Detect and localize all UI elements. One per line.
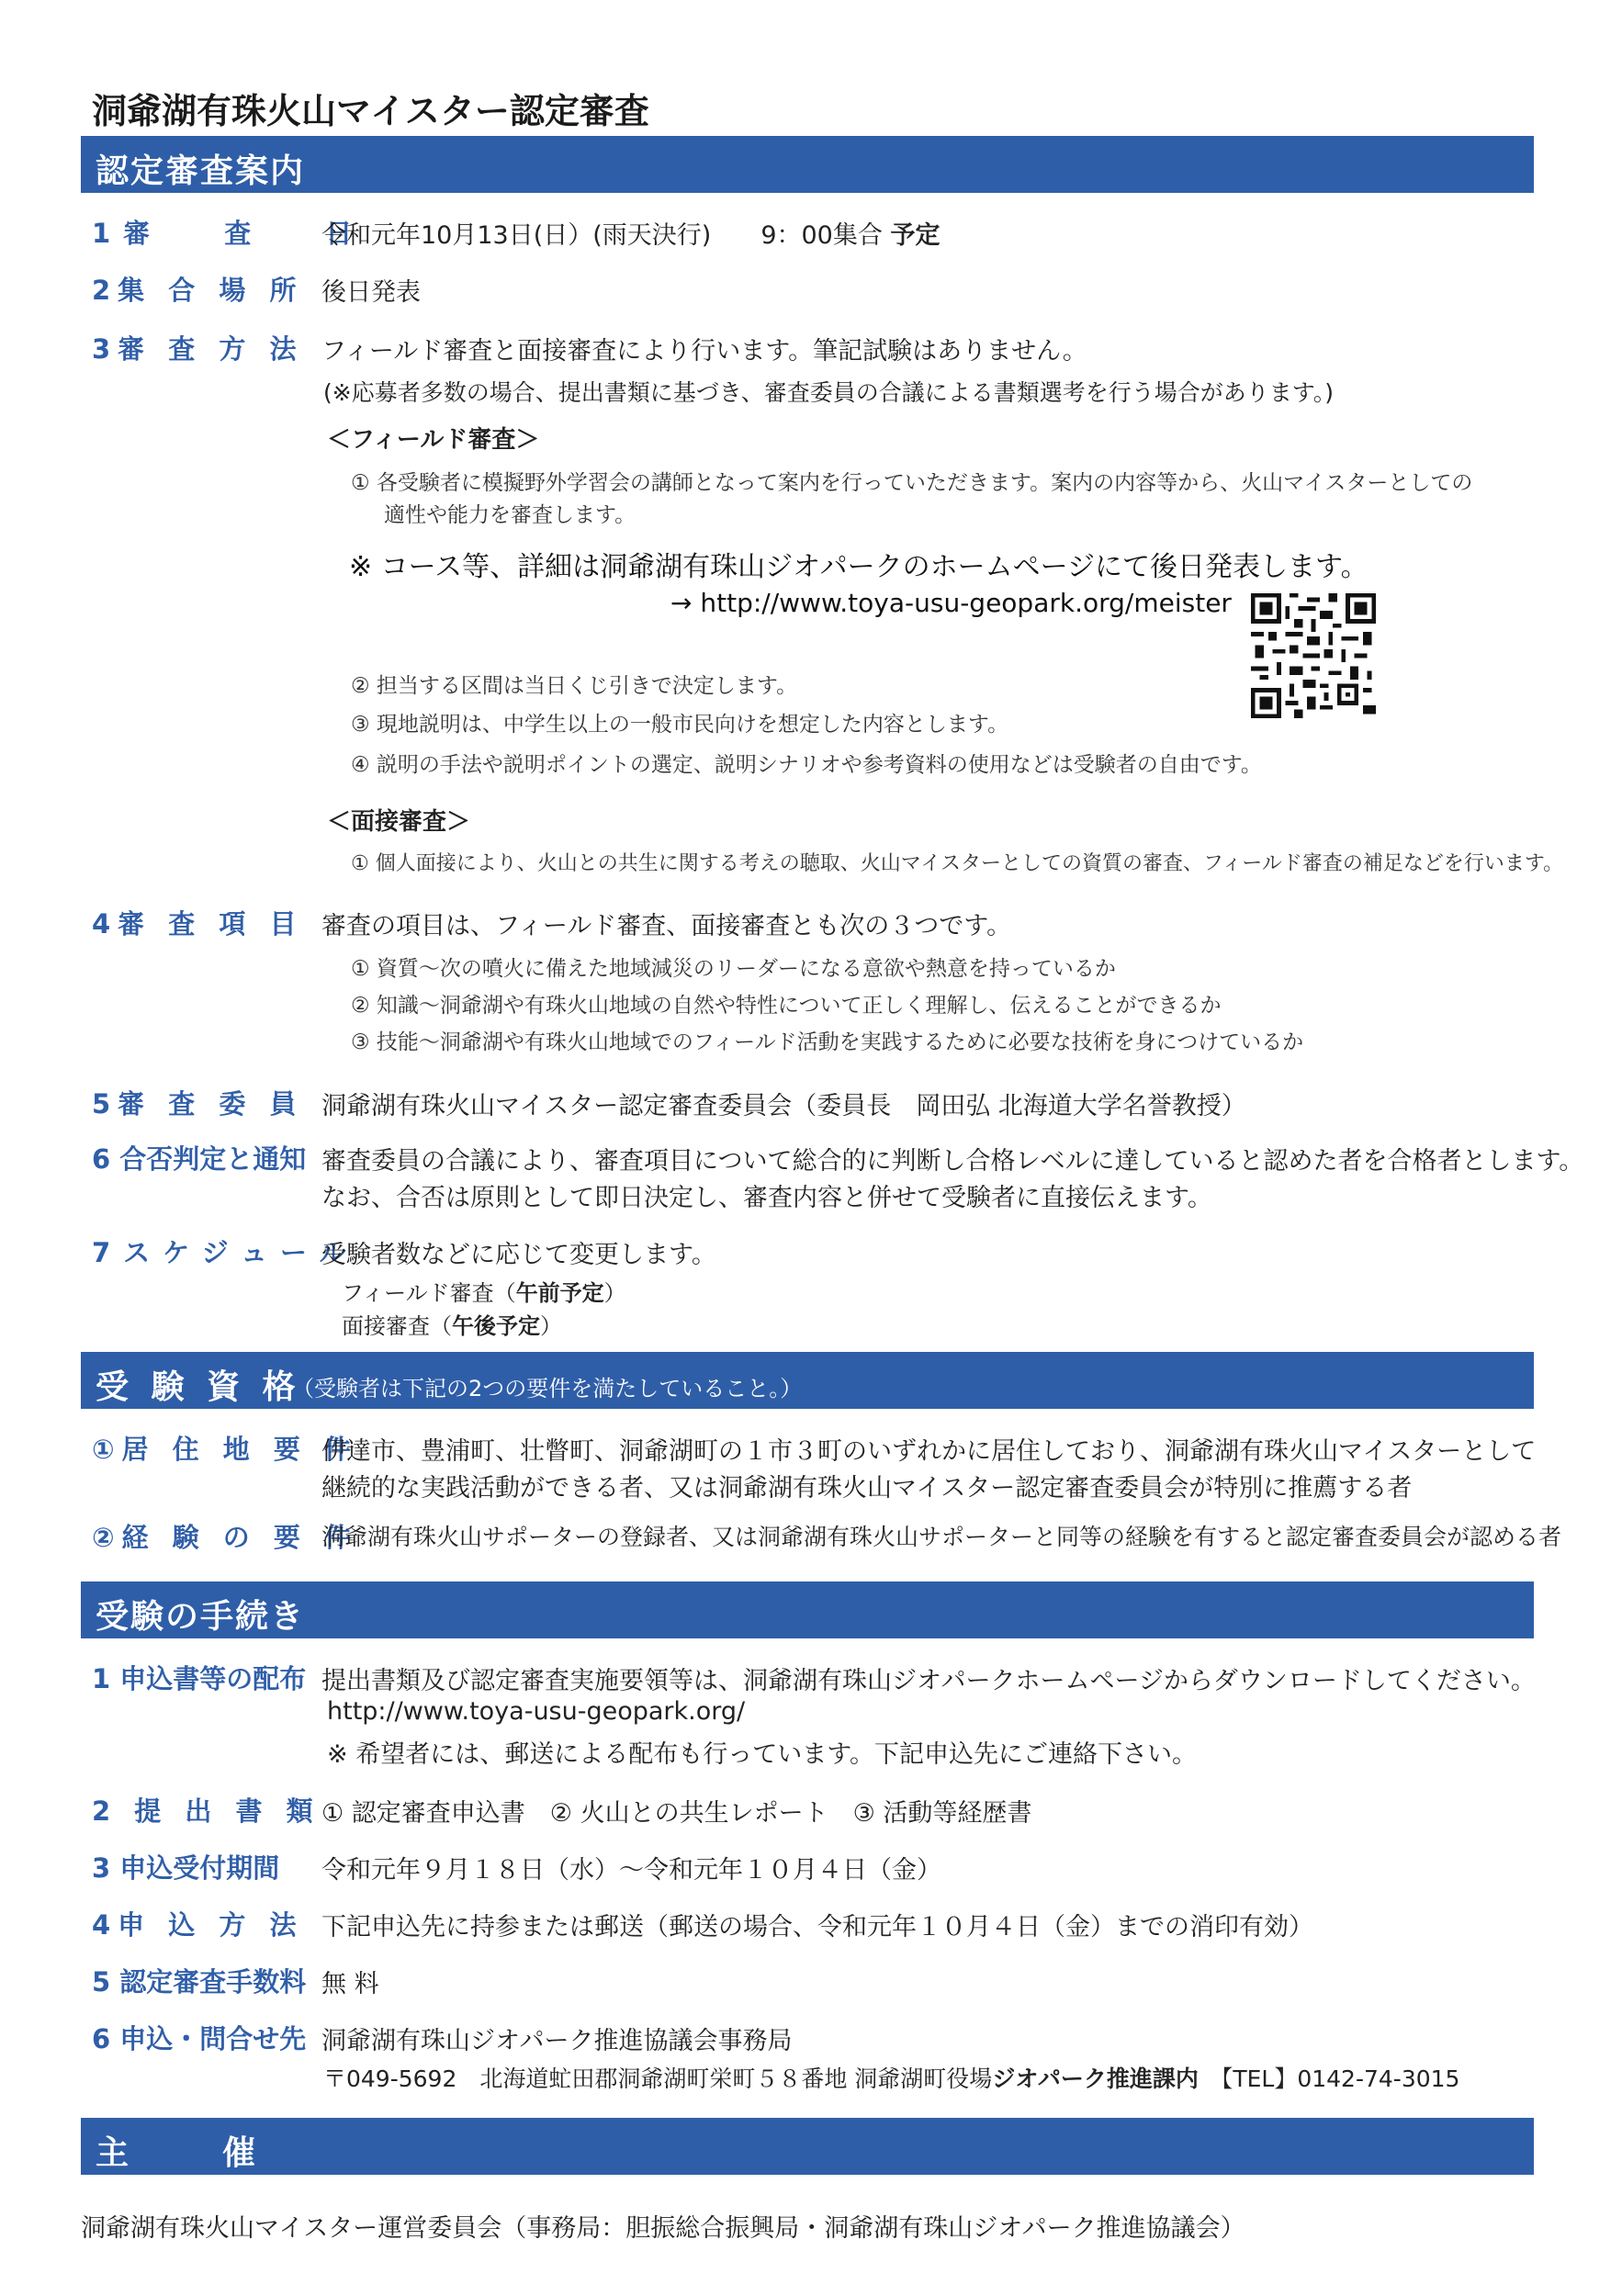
- distribution-line-1: 提出書類及び認定審査実施要領等は、洞爺湖有珠山ジオパークホームページからダウンロードしてください。: [321, 1667, 1536, 1695]
- exam-items-3: ③ 技能～洞爺湖や有珠火山地域でのフィールド活動を実践するために必要な技術を身につけているか: [351, 1030, 1304, 1054]
- committee-label: 5審 査 委 員: [92, 1088, 304, 1120]
- contact-tel: 【TEL】0142-74-3015: [1221, 2065, 1460, 2092]
- residence-label: ①居 住 地 要 件: [92, 1434, 358, 1465]
- contact-line-2: [323, 2061, 1459, 2094]
- exam-method-value: フィールド審査と面接審査により行います。筆記試験はありません。: [321, 337, 1087, 366]
- page-title: 洞爺湖有珠火山マイスター認定審査: [92, 91, 649, 131]
- documents-value: ① 認定審査申込書 ② 火山との共生レポート ③ 活動等経歴書: [321, 1799, 1032, 1828]
- field-item-3: ③ 現地説明は、中学生以上の一般市民向けを想定した内容とします。: [351, 713, 1009, 737]
- documents-label: 2 提 出 書 類: [92, 1795, 321, 1827]
- distribution-note: ※ 希望者には、郵送による配布も行っています。下記申込先にご連絡下さい。: [327, 1740, 1198, 1769]
- field-exam-heading: ＜フィールド審査＞: [327, 426, 540, 454]
- section-title-procedure: 受験の手続き: [96, 1598, 306, 1636]
- apply-method-label: 4申 込 方 法: [92, 1909, 304, 1941]
- fee-value: 無 料: [321, 1970, 379, 1998]
- section-title-organizer: 主 催: [96, 2134, 265, 2172]
- section-title-exam: 認定審査案内: [96, 152, 306, 190]
- committee-value: 洞爺湖有珠火山マイスター認定審査委員会（委員長 岡田弘 北海道大学名誉教授）: [321, 1092, 1246, 1120]
- schedule-field-text: フィールド審査（: [342, 1280, 516, 1306]
- apply-method-value: 下記申込先に持参または郵送（郵送の場合、令和元年１０月４日（金）までの消印有効）: [321, 1913, 1313, 1941]
- judge-label: 6 合否判定と通知: [92, 1143, 307, 1175]
- exam-items-label: 4審 査 項 目: [92, 908, 304, 940]
- interview-item-1: ① 個人面接により、火山との共生に関する考えの聴取、火山マイスターとしての資質の審査、フィールド審査の補足などを行います。: [351, 852, 1564, 875]
- schedule-label: 7スケジュール: [92, 1237, 359, 1268]
- field-item-2: ② 担当する区間は当日くじ引きで決定します。: [351, 674, 798, 698]
- organizer-text: 洞爺湖有珠火山マイスター運営委員会（事務局：胆振総合振興局・洞爺湖有珠山ジオパーク推進協議会）: [81, 2214, 1245, 2243]
- distribution-url[interactable]: http://www.toya-usu-geopark.org/: [327, 1697, 746, 1726]
- exam-items-value: 審査の項目は、フィールド審査、面接審査とも次の３つです。: [321, 912, 1012, 940]
- schedule-interview-text: 面接審査（: [342, 1313, 452, 1339]
- exam-method-label: 3審 査 方 法: [92, 333, 304, 365]
- contact-department: ジオパーク推進課内: [992, 2065, 1199, 2092]
- schedule-field-time: 午前予定: [515, 1280, 604, 1306]
- interview-heading: ＜面接審査＞: [327, 808, 471, 836]
- schedule-interview: [342, 1308, 562, 1340]
- period-label: 3 申込受付期間: [92, 1852, 280, 1884]
- distribution-label: 1 申込書等の配布: [92, 1663, 307, 1694]
- exam-date-suffix: 予定: [890, 221, 941, 250]
- exam-place-label: 2集 合 場 所: [92, 275, 304, 306]
- schedule-field: [342, 1275, 626, 1307]
- schedule-field-close: ）: [603, 1280, 626, 1306]
- field-item-1b: 適性や能力を審査します。: [384, 503, 636, 527]
- period-value: 令和元年９月１８日（水）～令和元年１０月４日（金）: [321, 1856, 941, 1885]
- section-bar-qualification: [81, 1352, 1534, 1409]
- exam-date-value: [321, 215, 940, 251]
- exam-place-value: 後日発表: [321, 278, 421, 307]
- contact-address: 〒049-5692 北海道虻田郡洞爺湖町栄町５８番地 洞爺湖町役場: [323, 2065, 993, 2092]
- experience-label: ②経 験 の 要 件: [92, 1522, 358, 1553]
- section-title-qualification: 受 験 資 格: [96, 1368, 301, 1406]
- judge-line-1: 審査委員の合議により、審査項目について総合的に判断し合格レベルに達していると認めた者を合格者とします。: [321, 1147, 1584, 1176]
- qr-code-icon: [1251, 593, 1376, 718]
- field-item-4: ④ 説明の手法や説明ポイントの選定、説明シナリオや参考資料の使用などは受験者の自由です。: [351, 753, 1262, 777]
- section-bar-organizer: [81, 2118, 1534, 2175]
- contact-line-1: 洞爺湖有珠山ジオパーク推進協議会事務局: [321, 2027, 793, 2055]
- section-bar-exam: [81, 136, 1534, 193]
- schedule-value: 受験者数などに応じて変更します。: [321, 1241, 716, 1269]
- schedule-interview-time: 午後予定: [452, 1313, 540, 1339]
- contact-label: 6 申込・問合せ先: [92, 2023, 307, 2054]
- exam-items-1: ① 資質～次の噴火に備えた地域減災のリーダーになる意欲や熱意を持っているか: [351, 957, 1116, 981]
- schedule-interview-close: ）: [540, 1313, 562, 1339]
- residence-line-2: 継続的な実践活動ができる者、又は洞爺湖有珠火山マイスター認定審査委員会が特別に推薦する者: [321, 1474, 1413, 1503]
- exam-items-2: ② 知識～洞爺湖や有珠火山地域の自然や特性について正しく理解し、伝えることができるか: [351, 994, 1222, 1018]
- fee-label: 5 認定審査手数料: [92, 1966, 307, 1998]
- exam-date-label: 1審 査 日: [92, 218, 366, 249]
- section-note-qualification: （受験者は下記の2つの要件を満たしていること。）: [292, 1376, 803, 1401]
- course-note: ※ コース等、詳細は洞爺湖有珠山ジオパークのホームページにて後日発表します。: [349, 551, 1369, 583]
- residence-line-1: 伊達市、豊浦町、壮瞥町、洞爺湖町の１市３町のいずれかに居住しており、洞爺湖有珠火山マイスターとして: [321, 1437, 1537, 1466]
- exam-date-text: 令和元年10月13日(日）(雨天決行) 9：00集合: [321, 221, 883, 250]
- experience-value: 洞爺湖有珠火山サポーターの登録者、又は洞爺湖有珠火山サポーターと同等の経験を有すると認定審査委員会が認める者: [321, 1524, 1562, 1550]
- section-bar-procedure: [81, 1581, 1534, 1638]
- exam-method-note: (※応募者多数の場合、提出書類に基づき、審査委員の合議による書類選考を行う場合があります。): [323, 379, 1334, 406]
- judge-line-2: なお、合否は原則として即日決定し、審査内容と併せて受験者に直接伝えます。: [321, 1184, 1212, 1212]
- field-item-1a: ① 各受験者に模擬野外学習会の講師となって案内を行っていただきます。案内の内容等から、火山マイスターとしての: [351, 471, 1473, 495]
- course-url[interactable]: → http://www.toya-usu-geopark.org/meister: [670, 588, 1232, 618]
